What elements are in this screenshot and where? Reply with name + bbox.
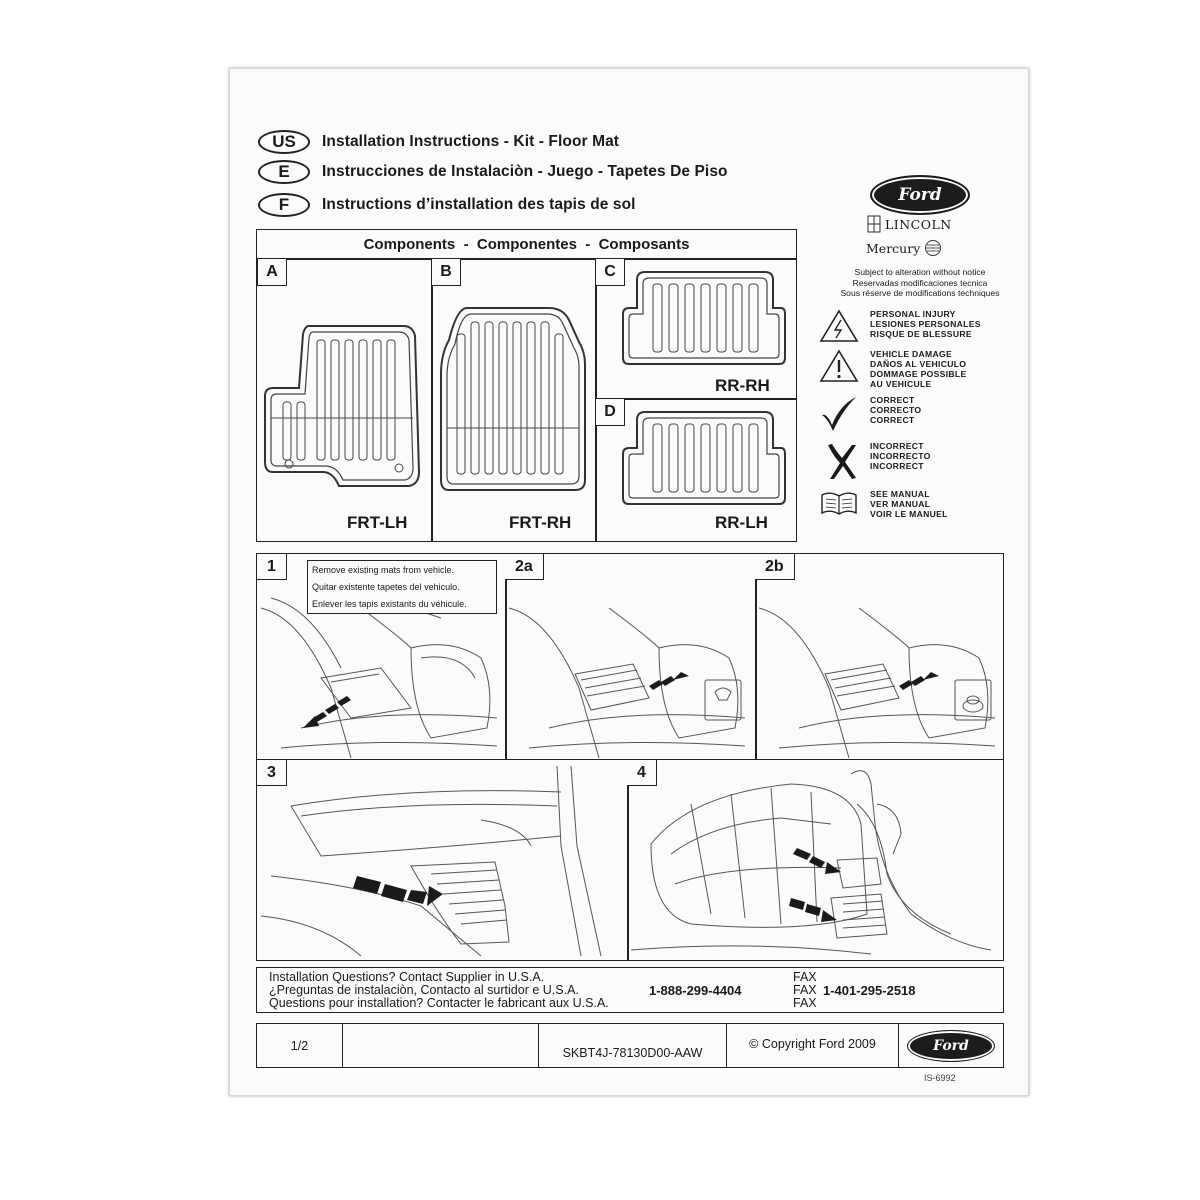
contact-line-es: ¿Preguntas de instalaciòn, Contacto al surtidor e U.S.A.	[269, 983, 579, 997]
legend-text: PERSONAL INJURY LESIONES PERSONALES RISQUE DE BLESSURE	[870, 309, 981, 339]
mercury-text: Mercury	[866, 240, 921, 256]
legend-see-manual	[820, 489, 948, 519]
step-2b-illustration	[759, 588, 999, 758]
ford-logo-footer	[907, 1030, 995, 1062]
title-row-es	[258, 159, 728, 185]
step-3-tag: 3	[257, 760, 287, 786]
fax-label: FAX	[793, 996, 817, 1010]
components-title: Components - Componentes - Composants	[363, 235, 690, 253]
step-1-note-en: Remove existing mats from vehicle.	[312, 565, 455, 575]
mercury-emblem-icon	[924, 239, 942, 257]
steps-row-2	[256, 759, 1004, 961]
open-book-icon	[820, 489, 858, 517]
instruction-sheet	[229, 68, 1029, 1096]
step-4-illustration	[631, 764, 1001, 958]
legend-incorrect	[820, 441, 931, 481]
disclaimer-line: Subject to alteration without notice	[854, 267, 986, 277]
legend-text: SEE MANUAL VER MANUAL VOIR LE MANUEL	[870, 489, 948, 519]
language-badge-us: US	[258, 130, 310, 154]
step-1-instructions	[307, 560, 497, 614]
contact-line-en: Installation Questions? Contact Supplier in U.S.A.	[269, 970, 545, 984]
legend-text: VEHICLE DAMAGE DAÑOS AL VEHICULO DOMMAGE POSSIBLE AU VEHICULE	[870, 349, 967, 389]
floor-mat-rr-lh-drawing	[619, 408, 789, 508]
disclaimer-line: Sous réserve de modifications techniques	[840, 288, 1000, 298]
panel-letter-b: B	[431, 258, 461, 286]
x-mark-icon	[820, 441, 858, 481]
disclaimer-line: Reservadas modificaciones tecnica	[852, 277, 988, 288]
fax-label: FAX	[793, 983, 817, 997]
contact-fax-number: 1-401-295-2518	[823, 983, 916, 998]
contact-phone: 1-888-299-4404	[649, 983, 742, 998]
title-es: Instrucciones de Instalaciòn - Juego - Tapetes De Piso	[322, 163, 728, 180]
step-3-illustration	[261, 766, 621, 956]
fax-label: FAX	[793, 970, 817, 984]
ford-logo-footer-text: Ford	[933, 1037, 969, 1054]
floor-mat-rr-rh-drawing	[619, 268, 789, 368]
contact-line-fr: Questions pour installation? Contacter le fabricant aux U.S.A.	[269, 996, 609, 1010]
legend-text: CORRECT CORRECTO CORRECT	[870, 395, 922, 425]
title-us: Installation Instructions - Kit - Floor Mat	[322, 133, 620, 150]
title-row-us	[258, 129, 619, 155]
page-number: 1/2	[257, 1024, 343, 1067]
mat-label-frt-rh: FRT-RH	[509, 513, 572, 532]
checkmark-icon	[820, 395, 858, 431]
contact-box	[256, 967, 1004, 1013]
panel-letter-d: D	[595, 398, 625, 426]
language-badge-fr: F	[258, 193, 310, 217]
mat-label-rr-lh: RR-LH	[715, 513, 768, 532]
legend-personal-injury	[820, 309, 981, 343]
step-2a-tag: 2a	[505, 554, 544, 580]
legend-vehicle-damage	[820, 349, 966, 389]
lincoln-text: LINCOLN	[885, 216, 952, 232]
ford-logo-text: Ford	[898, 185, 942, 205]
footer-box	[256, 1023, 1004, 1068]
panel-letter-c: C	[595, 258, 625, 286]
warning-lightning-icon	[820, 309, 858, 343]
copyright: © Copyright Ford 2009	[727, 1024, 899, 1067]
legend-correct	[820, 395, 921, 431]
floor-mat-frt-lh-drawing	[263, 322, 423, 492]
step-1-note-fr: Enlever les tapis existants du véhicule.	[312, 599, 467, 609]
step-1-tag: 1	[257, 554, 287, 580]
footer-blank-cell	[343, 1024, 539, 1067]
step-4-tag: 4	[627, 760, 657, 786]
language-badge-es: E	[258, 160, 310, 184]
part-number: SKBT4J-78130D00-AAW	[539, 1024, 727, 1067]
footer-logo-cell	[899, 1024, 1003, 1067]
step-2b-tag: 2b	[755, 554, 795, 580]
disclaimer	[820, 267, 1020, 299]
lincoln-logo	[866, 215, 952, 233]
title-fr: Instructions d’installation des tapis de sol	[322, 196, 636, 213]
mercury-logo	[866, 239, 942, 257]
title-row-fr	[258, 192, 636, 218]
lincoln-star-icon	[866, 215, 882, 233]
step-1-note-es: Quitar existente tapetes del vehiculo.	[312, 582, 460, 592]
steps-row-1	[256, 553, 1004, 760]
warning-exclamation-icon	[820, 349, 858, 383]
mat-label-rr-rh: RR-RH	[715, 376, 770, 395]
ford-logo	[870, 175, 970, 215]
legend-text: INCORRECT INCORRECTO INCORRECT	[870, 441, 931, 471]
step-2a-illustration	[509, 588, 749, 758]
panel-letter-a: A	[257, 258, 287, 286]
components-box	[256, 229, 797, 542]
document-code: IS-6992	[924, 1073, 956, 1083]
floor-mat-frt-rh-drawing	[439, 304, 589, 504]
mat-label-frt-lh: FRT-LH	[347, 513, 408, 532]
